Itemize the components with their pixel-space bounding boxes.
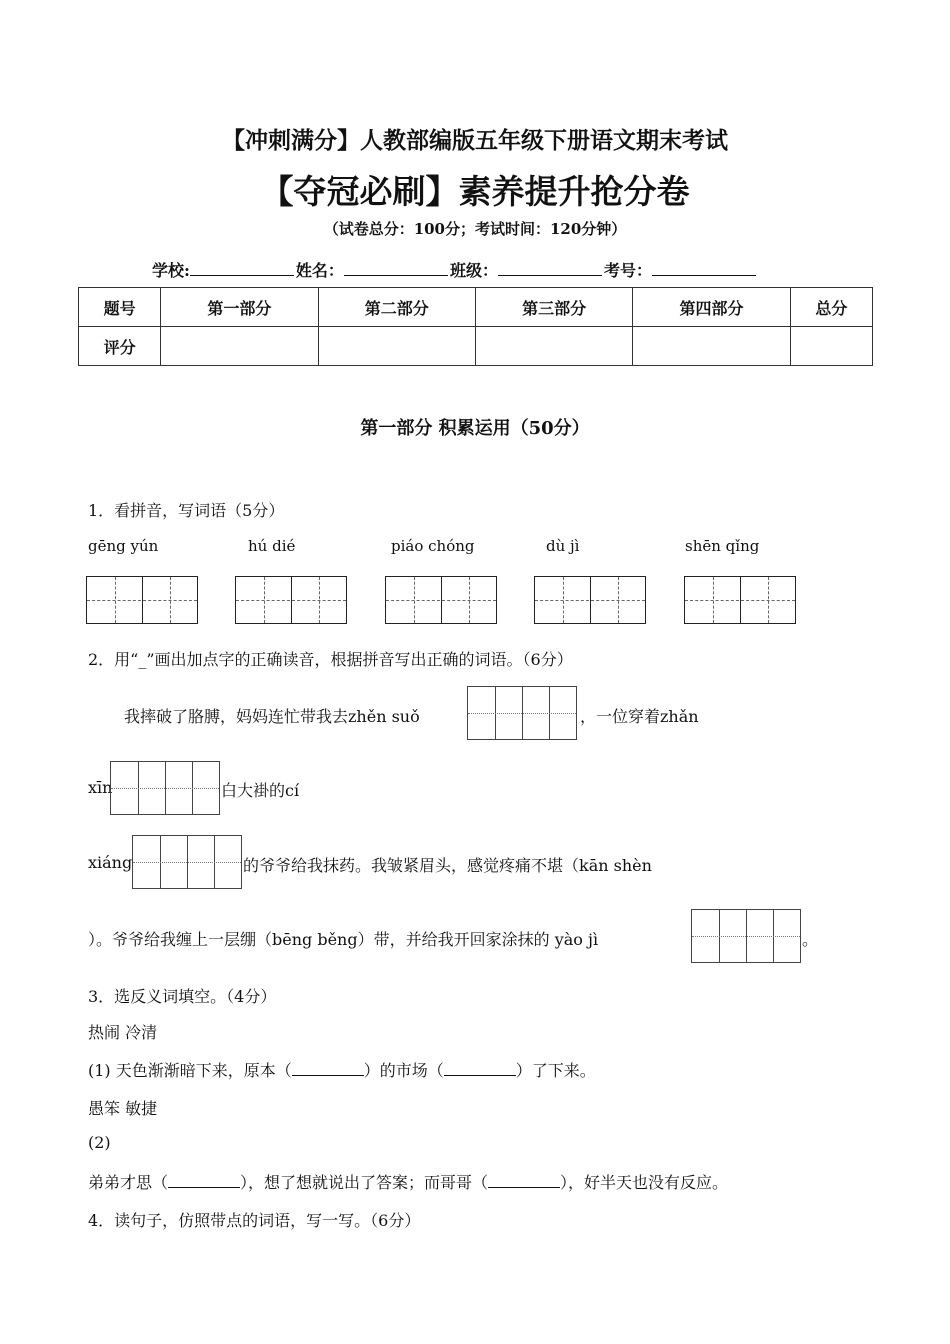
q2-text-line3b: 的爷爷给我抹药。我皱紧眉头，感觉疼痛不堪（kān shèn bbox=[243, 856, 652, 875]
name-label: 姓名： bbox=[295, 261, 344, 280]
q4-prompt: 4．读句子，仿照带点的词语，写一写。（6分） bbox=[88, 1211, 421, 1230]
q1-writing-box-1[interactable] bbox=[86, 576, 198, 624]
q3-s2-part-a: 弟弟才思（ bbox=[88, 1173, 169, 1192]
q3-sentence-2 bbox=[88, 1170, 728, 1193]
score-header-cell: 总分 bbox=[790, 288, 872, 327]
exam-no-label: 考号： bbox=[603, 261, 652, 280]
student-info-line bbox=[152, 258, 758, 281]
q1-pinyin-2: hú dié bbox=[248, 537, 296, 555]
q1-writing-box-3[interactable] bbox=[385, 576, 497, 624]
q3-s2-part-b: ），想了想就说出了答案；而哥哥（ bbox=[240, 1173, 489, 1192]
q2-answer-box-2[interactable] bbox=[110, 761, 220, 815]
q1-writing-box-4[interactable] bbox=[534, 576, 646, 624]
q3-s2-blank-1[interactable] bbox=[168, 1173, 240, 1188]
q3-s1-blank-2[interactable] bbox=[444, 1061, 516, 1076]
score-header-cell: 第二部分 bbox=[318, 288, 475, 327]
q2-answer-box-1[interactable] bbox=[467, 686, 577, 740]
q3-item-2-number: (2) bbox=[88, 1133, 111, 1152]
score-table-score-row bbox=[79, 327, 873, 366]
q3-s2-part-c: ），好半天也没有反应。 bbox=[560, 1173, 729, 1192]
q2-answer-box-4[interactable] bbox=[691, 909, 801, 963]
q2-answer-box-3[interactable] bbox=[132, 835, 242, 889]
q3-s1-blank-1[interactable] bbox=[292, 1061, 364, 1076]
class-label: 班级： bbox=[449, 261, 498, 280]
q2-text-line4a: ）。爷爷给我缠上一层绷（bēng běng）带，并给我开回家涂抹的 yào jì bbox=[88, 930, 599, 949]
score-header-cell: 第一部分 bbox=[161, 288, 318, 327]
q2-text-line1a: 我摔破了胳膊，妈妈连忙带我去zhěn suǒ bbox=[124, 707, 420, 726]
class-blank[interactable] bbox=[498, 261, 602, 276]
q3-s1-part-b: ）的市场（ bbox=[363, 1061, 444, 1080]
score-cell[interactable] bbox=[633, 327, 790, 366]
score-table bbox=[78, 287, 873, 366]
exam-title-line2: 【夺冠必刷】素养提升抢分卷 bbox=[260, 172, 690, 211]
q3-s1-part-a: (1) 天色渐渐暗下来，原本（ bbox=[88, 1061, 292, 1080]
q1-writing-box-5[interactable] bbox=[684, 576, 796, 624]
section1-title: 第一部分 积累运用（50分） bbox=[360, 418, 590, 439]
q3-s1-part-c: ）了下来。 bbox=[515, 1061, 596, 1080]
q3-sentence-1 bbox=[88, 1058, 596, 1081]
q2-text-line2a: xīn bbox=[88, 778, 113, 797]
score-row-label: 评分 bbox=[79, 327, 161, 366]
school-label: 学校: bbox=[152, 261, 190, 280]
score-header-cell: 第三部分 bbox=[475, 288, 632, 327]
name-blank[interactable] bbox=[344, 261, 448, 276]
score-table-header-row bbox=[79, 288, 873, 327]
exam-subtitle: （试卷总分：100分；考试时间：120分钟） bbox=[323, 220, 627, 238]
score-cell[interactable] bbox=[161, 327, 318, 366]
q2-text-line4b: 。 bbox=[802, 930, 819, 949]
q1-prompt: 1．看拼音，写词语（5分） bbox=[88, 501, 285, 520]
q2-text-line3a: xiáng bbox=[88, 853, 133, 872]
q2-prompt: 2．用“_”画出加点字的正确读音，根据拼音写出正确的词语。（6分） bbox=[88, 650, 573, 669]
q2-text-line2b: 白大褂的cí bbox=[221, 781, 300, 800]
score-header-cell: 第四部分 bbox=[633, 288, 790, 327]
school-blank[interactable] bbox=[190, 261, 294, 276]
q1-pinyin-5: shēn qǐng bbox=[685, 537, 760, 555]
score-cell[interactable] bbox=[790, 327, 872, 366]
q3-s2-blank-2[interactable] bbox=[488, 1173, 560, 1188]
q3-word-pair-1: 热闹 冷清 bbox=[88, 1023, 158, 1042]
q1-pinyin-4: dù jì bbox=[546, 537, 580, 555]
q2-text-line1b: ，一位穿着zhǎn bbox=[580, 707, 699, 726]
exam-no-blank[interactable] bbox=[652, 261, 756, 276]
score-cell[interactable] bbox=[318, 327, 475, 366]
score-cell[interactable] bbox=[475, 327, 632, 366]
score-header-cell: 题号 bbox=[79, 288, 161, 327]
q1-pinyin-1: gēng yún bbox=[88, 537, 159, 555]
q3-prompt: 3．选反义词填空。（4分） bbox=[88, 987, 277, 1006]
exam-title-line1: 【冲刺满分】人教部编版五年级下册语文期末考试 bbox=[222, 127, 728, 154]
q1-writing-box-2[interactable] bbox=[235, 576, 347, 624]
q3-word-pair-2: 愚笨 敏捷 bbox=[88, 1099, 158, 1118]
q1-pinyin-3: piáo chóng bbox=[391, 537, 475, 555]
